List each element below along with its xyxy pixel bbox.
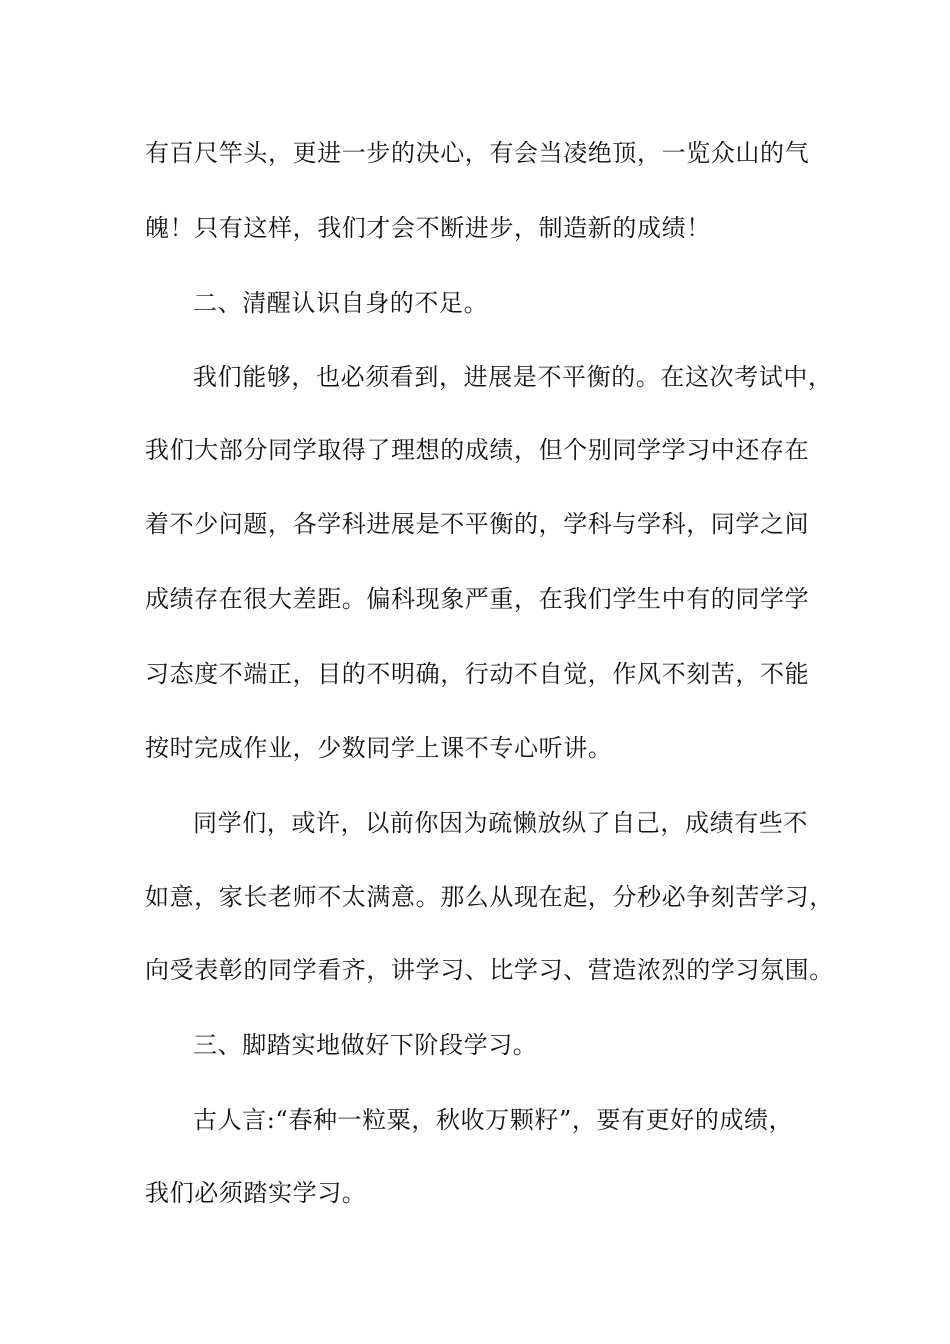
paragraph-line: 着不少问题，各学科进展是不平衡的，学科与学科，同学之间 <box>145 510 810 538</box>
paragraph-line: 魄！只有这样，我们才会不断进步，制造新的成绩！ <box>145 214 711 242</box>
paragraph-line: 我们大部分同学取得了理想的成绩，但个别同学学习中还存在 <box>145 436 810 464</box>
paragraph-line: 习态度不端正，目的不明确，行动不自觉，作风不刻苦，不能 <box>145 660 810 688</box>
paragraph-line: 我们必须踏实学习。 <box>145 1179 367 1207</box>
paragraph-line: 古人言:“春种一粒粟，秋收万颗籽”，要有更好的成绩， <box>193 1106 794 1134</box>
paragraph-line: 成绩存在很大差距。偏科现象严重，在我们学生中有的同学学 <box>145 585 810 613</box>
paragraph-line: 同学们，或许，以前你因为疏懒放纵了自己，成绩有些不 <box>193 809 808 837</box>
section-heading: 三、脚踏实地做好下阶段学习。 <box>193 1031 538 1059</box>
paragraph-line: 向受表彰的同学看齐，讲学习、比学习、营造浓烈的学习氛围。 <box>145 956 834 984</box>
paragraph-line: 我们能够，也必须看到，进展是不平衡的。在这次考试中， <box>193 363 833 391</box>
paragraph-line: 有百尺竿头，更进一步的决心，有会当凌绝顶，一览众山的气 <box>145 139 810 167</box>
paragraph-line: 如意，家长老师不太满意。那么从现在起，分秒必争刻苦学习， <box>145 883 834 911</box>
section-heading: 二、清醒认识自身的不足。 <box>193 289 489 317</box>
paragraph-line: 按时完成作业，少数同学上课不专心听讲。 <box>145 734 613 762</box>
